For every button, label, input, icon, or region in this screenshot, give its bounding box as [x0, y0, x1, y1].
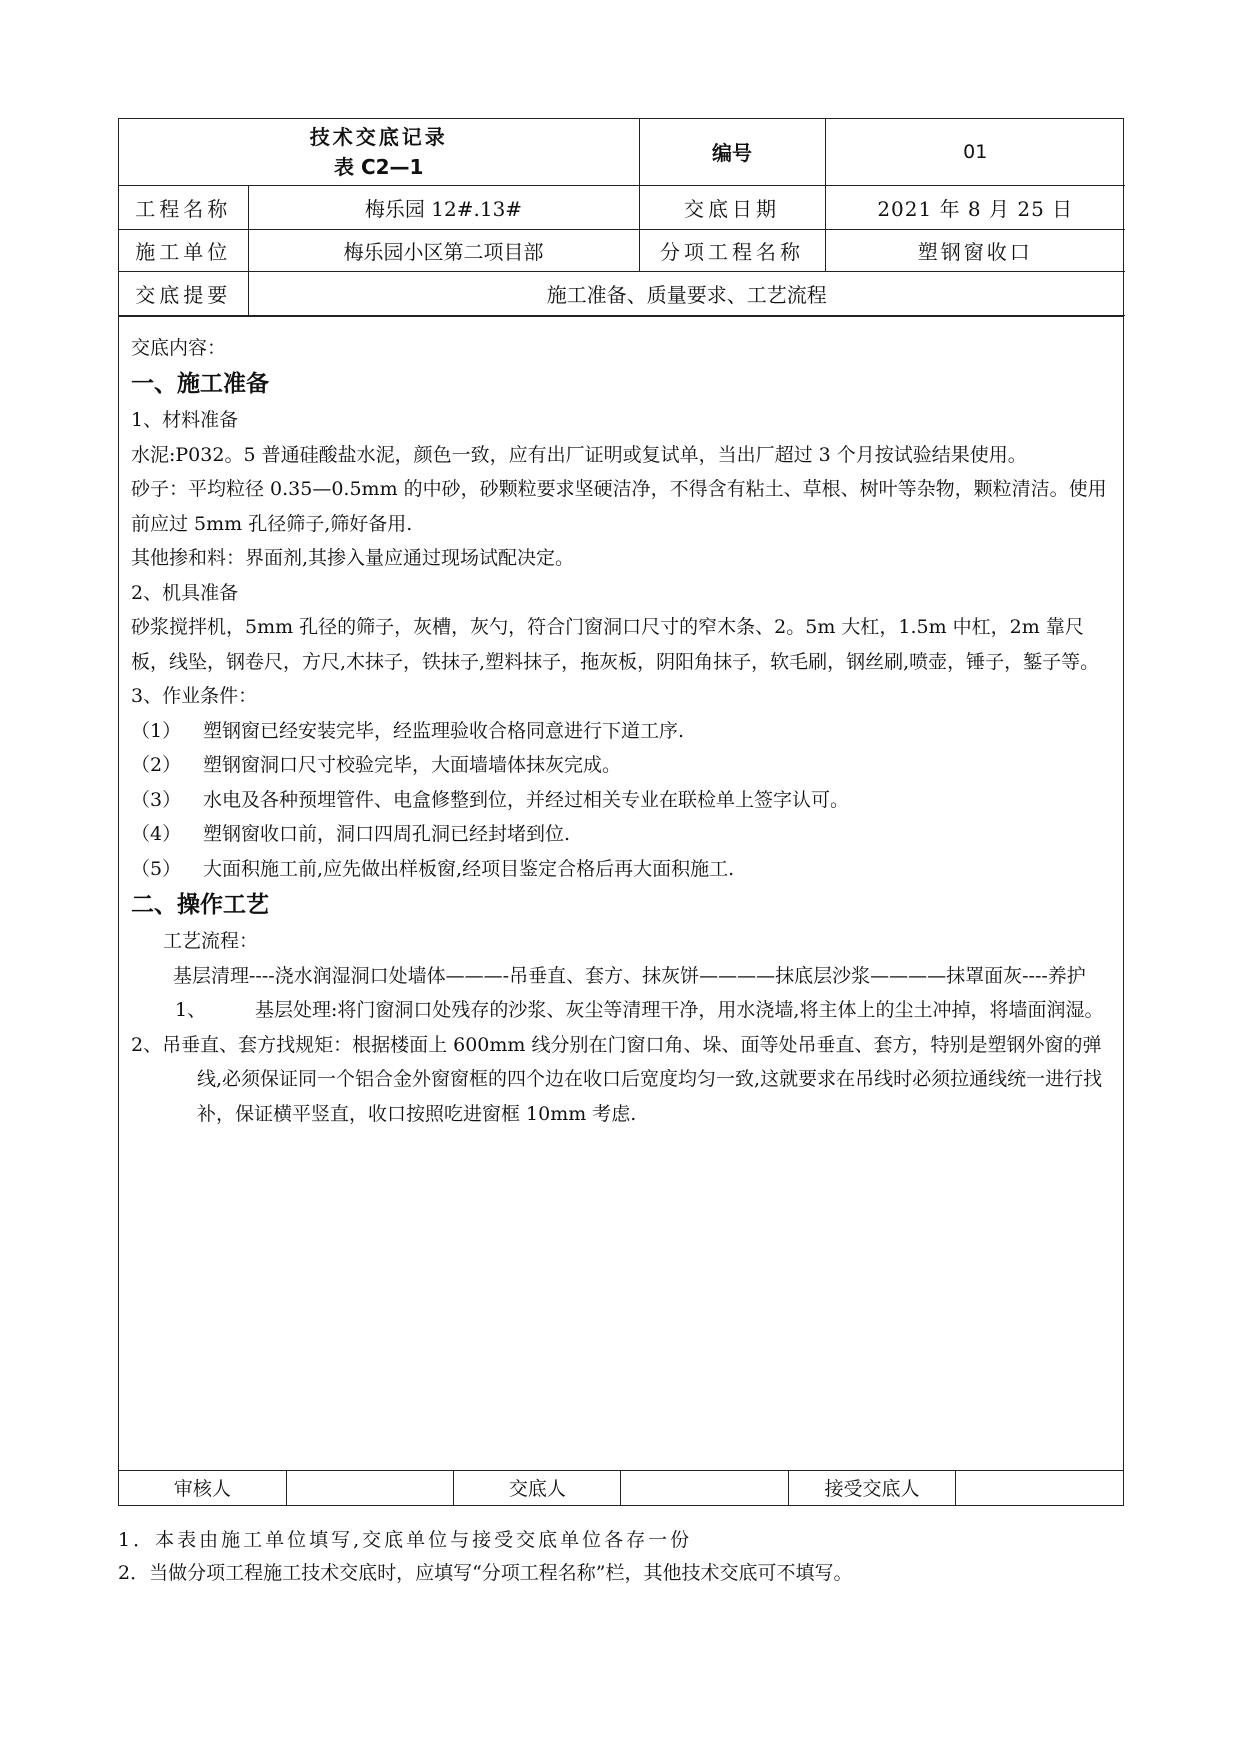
admixture-spec: 其他掺和料：界面剂,其掺入量应通过现场试配决定。 — [131, 547, 575, 569]
list-item-number: （3） — [131, 788, 182, 811]
project-label: 工程名称 — [119, 185, 248, 229]
flow-title: 工艺流程： — [163, 930, 259, 952]
list-item-number: （1） — [131, 719, 182, 742]
reviewer-label: 审核人 — [119, 1470, 286, 1505]
section1-title: 一、施工准备 — [131, 371, 269, 397]
project-value: 梅乐园 12#.13# — [248, 185, 639, 229]
summary-label: 交底提要 — [119, 271, 248, 315]
list-item — [131, 748, 1113, 783]
list-item — [131, 783, 1113, 818]
date-label: 交底日期 — [639, 185, 825, 229]
form-title: 技术交底记录 — [309, 124, 448, 149]
unit-value: 梅乐园小区第二项目部 — [248, 229, 639, 271]
list-item-text: 塑钢窗洞口尺寸校验完毕，大面墙墙体抹灰完成。 — [203, 754, 622, 776]
tools-title: 2、机具准备 — [131, 581, 239, 604]
discloser-signature-field[interactable] — [621, 1470, 788, 1505]
materials-title: 1、材料准备 — [131, 409, 239, 431]
note-1: 1．本表由施工单位填写,交底单位与接受交底单位各存一份 — [118, 1529, 693, 1551]
content-intro: 交底内容： — [131, 336, 227, 359]
disclosure-form — [118, 118, 1124, 1506]
list-item-number: （2） — [131, 754, 182, 776]
reviewer-signature-field[interactable] — [286, 1470, 453, 1505]
list-item — [131, 714, 1113, 749]
list-item-number: （5） — [131, 857, 182, 880]
list-item-number: （4） — [131, 823, 182, 845]
list-item — [131, 817, 1113, 852]
form-header-table — [119, 119, 1125, 316]
step-1 — [131, 993, 1113, 1028]
form-number: 表 C2—1 — [334, 154, 424, 179]
step-1-number: 1、 — [175, 999, 207, 1021]
subproject-label: 分项工程名称 — [639, 229, 825, 271]
list-item-text: 塑钢窗已经安装完毕，经监理验收合格同意进行下道工序. — [203, 719, 685, 742]
receiver-label: 接受交底人 — [788, 1470, 955, 1505]
process-flow: 基层清理----浇水润湿洞口处墙体———-吊垂直、套方、抹灰饼————抹底层沙浆————抹罩面灰----养护 — [173, 964, 1086, 987]
step-1-text: 基层处理:将门窗洞口处残存的沙浆、灰尘等清理干净，用水浇墙,将主体上的尘土冲掉，将墙面润湿。 — [255, 999, 1104, 1021]
list-item-text: 塑钢窗收口前，洞口四周孔洞已经封堵到位. — [203, 823, 571, 845]
conditions-list — [131, 714, 1113, 887]
summary-value: 施工准备、质量要求、工艺流程 — [248, 271, 1125, 315]
date-value: 2021 年 8 月 25 日 — [825, 185, 1125, 229]
disclosure-content — [119, 316, 1123, 1470]
list-item-text: 大面积施工前,应先做出样板窗,经项目鉴定合格后再大面积施工. — [203, 857, 735, 880]
number-value: 01 — [825, 119, 1125, 185]
list-item-text: 水电及各种预埋管件、电盒修整到位，并经过相关专业在联检单上签字认可。 — [203, 788, 850, 811]
sand-spec: 砂子：平均粒径 0.35—0.5mm 的中砂，砂颗粒要求坚硬洁净，不得含有粘土、草根、树叶等杂物，颗粒清洁。使用前应过 5mm 孔径筛子,筛好备用. — [131, 478, 1107, 535]
note-2: 2．当做分项工程施工技术交底时，应填写“分项工程名称”栏，其他技术交底可不填写。 — [118, 1562, 853, 1584]
conditions-title: 3、作业条件： — [131, 685, 258, 707]
step-2: 2、吊垂直、套方找规矩：根据楼面上 600mm 线分别在门窗口角、垛、面等处吊垂直、套方，特别是塑钢外窗的弹线,必须保证同一个铝合金外窗窗框的四个边在收口后宽度均匀一致,这就要求在吊线时必须拉通线统一进行找补，保证横平竖直，收口按照吃进窗框 10mm 考虑. — [131, 1033, 1103, 1125]
discloser-label: 交底人 — [454, 1470, 621, 1505]
number-label: 编号 — [639, 119, 825, 185]
cement-spec: 水泥:P032。5 普通硅酸盐水泥，颜色一致，应有出厂证明或复试单，当出厂超过 3 个月按试验结果使用。 — [131, 443, 1027, 466]
receiver-signature-field[interactable] — [956, 1470, 1123, 1505]
form-notes — [118, 1524, 853, 1590]
section2-title: 二、操作工艺 — [131, 892, 269, 918]
list-item — [131, 852, 1113, 887]
subproject-value: 塑钢窗收口 — [825, 229, 1125, 271]
form-title-cell — [119, 119, 639, 185]
unit-label: 施工单位 — [119, 229, 248, 271]
tools-list: 砂浆搅拌机，5mm 孔径的筛子，灰槽，灰勺，符合门窗洞口尺寸的窄木条、2。5m 大杠，1.5m 中杠，2m 靠尺板，线坠，钢卷尺，方尺,木抹子，铁抹子,塑料抹子，拖灰板，阴阳角抹子，软毛刷，钢丝刷,喷壶，锤子，錾子等。 — [131, 616, 1100, 673]
signoff-table — [119, 1470, 1123, 1505]
